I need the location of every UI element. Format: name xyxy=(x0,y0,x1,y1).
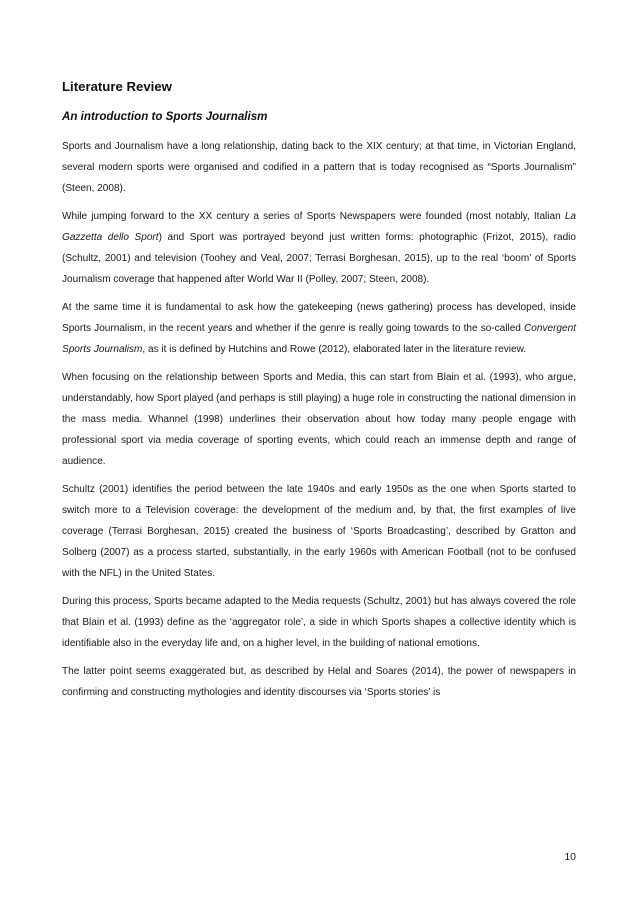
section-subtitle: An introduction to Sports Journalism xyxy=(62,110,268,123)
paragraph-3-text-b: , as it is defined by Hutchins and Rowe (2012), elaborated later in the literature review. xyxy=(142,344,527,355)
paragraph-2 xyxy=(62,206,576,290)
paragraph-3-text-a: At the same time it is fundamental to ask how the gatekeeping (news gathering) process has developed, inside Sports Journalism, in the recent years and whether if the genre is really going towards to the so-called xyxy=(62,302,576,334)
section-title: Literature Review xyxy=(62,79,172,94)
paragraph-3-italic: Convergent Sports Journalism xyxy=(62,323,576,355)
paragraph-2-text-a: While jumping forward to the XX century a series of Sports Newspapers were founded (most notably, Italian xyxy=(62,211,565,222)
paragraph-1-text: Sports and Journalism have a long relationship, dating back to the XIX century; at that time, in Victorian England, several modern sports were organised and codified in a pattern that is today recognised as “Sports Journalism” (Steen, 2008). xyxy=(62,141,576,194)
page-number: 10 xyxy=(564,851,576,863)
paragraph-5 xyxy=(62,479,576,584)
paragraph-4 xyxy=(62,367,576,472)
paragraph-6-text: During this process, Sports became adapted to the Media requests (Schultz, 2001) but has always covered the role that Blain et al. (1993) define as the ‘aggregator role’, a side in which Sports shapes a collective identity which is identifiable also in the everyday life and, on a higher level, in the building of national emotions. xyxy=(62,596,576,649)
paragraph-6 xyxy=(62,591,576,654)
paragraph-2-italic: La Gazzetta dello Sport xyxy=(62,211,576,243)
document-page xyxy=(62,78,576,710)
paragraph-2-text-b: ) and Sport was portrayed beyond just written forms: photographic (Frizot, 2015), radio (Schultz, 2001) and television (Toohey and Veal, 2007; Terrasi Borghesan, 2015), up to the real ‘boom’ of Sports Journalism coverage that happened after World War II (Polley, 2007; Steen, 2008). xyxy=(62,232,577,285)
paragraph-4-text: When focusing on the relationship between Sports and Media, this can start from Blain et al. (1993), who argue, understandably, how Sport played (and perhaps is still playing) a huge role in constructing the national dimension in the mass media. Whannel (1998) underlines their observation about how today many people engage with professional sport via media coverage of sporting events, which could reach an immense depth and range of audience. xyxy=(62,372,576,467)
paragraph-3 xyxy=(62,297,576,360)
paragraph-7-text: The latter point seems exaggerated but, as described by Helal and Soares (2014), the power of newspapers in confirming and constructing mythologies and identity discourses via ‘Sports stories’ is xyxy=(62,666,576,698)
paragraph-1 xyxy=(62,136,576,199)
paragraph-7 xyxy=(62,661,576,703)
paragraph-5-text: Schultz (2001) identifies the period between the late 1940s and early 1950s as the one when Sports started to switch more to a Television coverage: the development of the medium and, by that, the first examples of live coverage (Terrasi Borghesan, 2015) created the business of ‘Sports Broadcasting’, described by Gratton and Solberg (2007) as a process started, substantially, in the early 1960s with American Football (not to be confused with the NFL) in the United States. xyxy=(62,484,576,579)
